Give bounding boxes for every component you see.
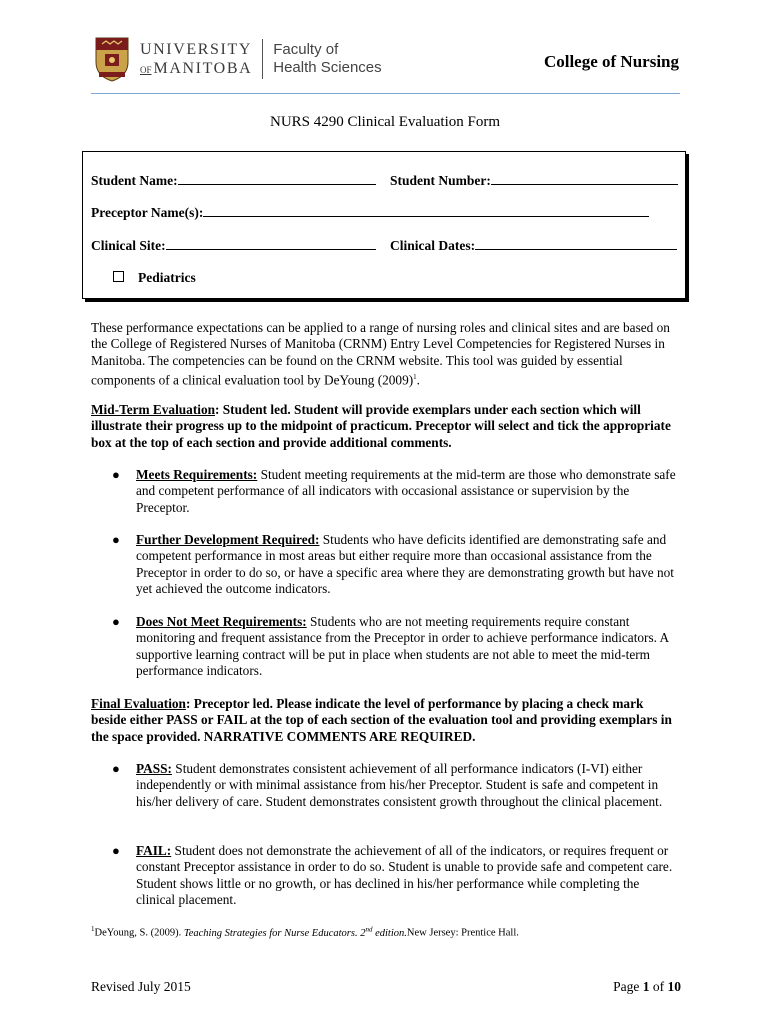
- university-of: OF: [140, 64, 152, 75]
- clinical-dates-line[interactable]: [475, 237, 677, 250]
- university-logo: [94, 36, 382, 82]
- student-number-label: Student Number:: [390, 173, 491, 188]
- preceptor-label: Preceptor Name(s):: [91, 205, 204, 220]
- final-paragraph: Final Evaluation: Preceptor led. Please indicate the level of performance by placing a check mark beside either PASS or FAIL at the top of each section of the evaluation tool and providing exemplars in the space provided. NARRATIVE COMMENTS ARE REQUIRED.: [91, 696, 672, 744]
- bullet-icon: ●: [112, 761, 120, 776]
- bullet-icon: ●: [112, 532, 120, 547]
- list-item: ● PASS: Student demonstrates consistent achievement of all performance indicators (I-VI) either independently or with minimal assistance from his/her Preceptor. Student is safe and competent in his/her delivery of care. Student demonstrates consistent growth throughout the clinical placement.: [112, 761, 663, 809]
- clinical-site-label: Clinical Site:: [91, 238, 166, 253]
- student-name-field[interactable]: [91, 172, 376, 189]
- student-info-box: [82, 151, 686, 299]
- list-item: ● FAIL: Student does not demonstrate the achievement of all of the indicators, or requires frequent or constant Preceptor assistance in order to do so. Student is unable to provide safe and competent care. Student shows little or no growth, or has declined in his/her performance while completing the clinical placement.: [112, 843, 673, 908]
- preceptor-line[interactable]: [203, 204, 649, 217]
- student-number-field[interactable]: [390, 172, 678, 189]
- clinical-site-field[interactable]: [91, 237, 376, 254]
- header-rule: [91, 93, 680, 94]
- list-item: ● Meets Requirements: Student meeting requirements at the mid-term are those who demonstrate safe and competent performance of all indicators with occasional assistance or supervision by the Preceptor.: [112, 467, 676, 515]
- list-item: ● Does Not Meet Requirements: Students who are not meeting requirements require constant monitoring and frequent assistance from the Preceptor in order to achieve performance indicators. A supportive learning contract will be put in place when students are not able to meet the mid-term performance indicators.: [112, 614, 669, 679]
- final-heading: Final Evaluation: [91, 696, 186, 711]
- footnote: $^1$DeYoung, S. (2009). Teaching Strategies for Nurse Educators. 2nd edition.New Jersey: Prentice Hall.: [91, 925, 519, 939]
- bullet-icon: ●: [112, 467, 120, 482]
- clinical-dates-field[interactable]: [390, 237, 677, 254]
- revised-date: Revised July 2015: [91, 979, 191, 994]
- logo-divider: [262, 39, 263, 79]
- bullet-icon: ●: [112, 843, 120, 858]
- faculty-name: [273, 41, 381, 77]
- student-number-line[interactable]: [491, 172, 678, 185]
- pediatrics-label: Pediatrics: [138, 270, 196, 285]
- midterm-heading: Mid-Term Evaluation: [91, 402, 215, 417]
- university-line2: MANITOBA: [153, 59, 253, 77]
- faculty-line2: Health Sciences: [273, 59, 382, 76]
- list-item: ● Further Development Required: Students who have deficits identified are demonstrating safe and competent performance in most areas but either require more than occasional assistance from the Preceptor in order to do so, or have a specific area where they are demonstrating growth but have not yet achieved the outcome indicators.: [112, 532, 674, 597]
- bullet-icon: ●: [112, 614, 120, 629]
- pediatrics-checkbox[interactable]: [113, 271, 124, 282]
- crest-icon: [94, 36, 130, 82]
- page-number: Page 1 of 10: [613, 979, 681, 994]
- student-name-line[interactable]: [178, 172, 376, 185]
- student-name-label: Student Name:: [91, 173, 178, 188]
- college-name: College of Nursing: [543, 52, 679, 71]
- university-wordmark: [140, 42, 252, 77]
- preceptor-field[interactable]: [91, 204, 649, 221]
- clinical-site-line[interactable]: [166, 237, 376, 250]
- university-line1: UNIVERSITY: [140, 40, 252, 58]
- midterm-paragraph: Mid-Term Evaluation: Student led. Student will provide exemplars under each section which will illustrate their progress up to the midpoint of practicum. Preceptor will select and tick the appropriate box at the top of each section and provide additional comments.: [91, 402, 671, 450]
- clinical-dates-label: Clinical Dates:: [390, 238, 476, 253]
- pediatrics-option[interactable]: [113, 270, 196, 286]
- form-title: NURS 4290 Clinical Evaluation Form: [270, 114, 500, 130]
- intro-paragraph: These performance expectations can be applied to a range of nursing roles and clinical sites and are based on the College of Registered Nurses of Manitoba (CRNM) Entry Level Competencies for Registered Nurses in Manitoba. The competencies can be found on the CRNM website. This tool was guided by essential components of a clinical evaluation tool by DeYoung $(2009)^1$.: [91, 320, 670, 388]
- faculty-line1: Faculty of: [273, 41, 339, 58]
